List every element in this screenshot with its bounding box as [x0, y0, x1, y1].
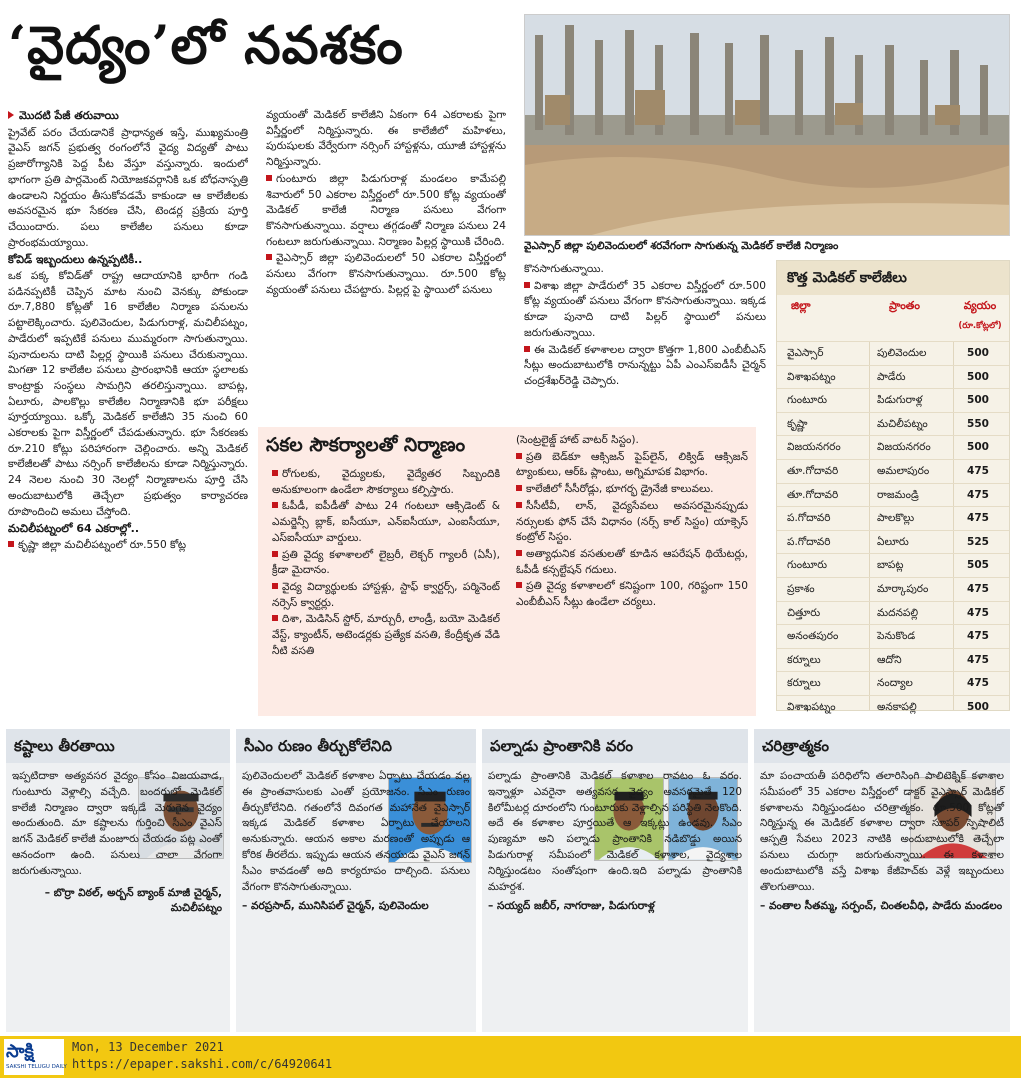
cell-cost: 505	[967, 559, 989, 572]
cell-place: పాడేరు	[877, 370, 906, 383]
quote-signature: – వంతాల సీతమ్మ, సర్పంచ్, చింతలవీధి, పాడేరు మండలం	[760, 900, 1003, 913]
quote-signature: – వరప్రసాద్, మునిసిపల్ చైర్మన్, పులివెందుల	[242, 900, 429, 913]
epaper-link[interactable]: https://epaper.sakshi.com/c/64920641	[72, 1057, 333, 1071]
cell-cost: 475	[967, 630, 989, 643]
table-row	[777, 435, 1009, 459]
quote-text: మా పంచాయతీ పరిధిలోని తలారిసింగి పాలిటెక్నిక్ కళాశాల సమీపంలో 35 ఎకరాల విస్తీర్ణంలో డాక్టర్ వైఎస్సార్ మెడికల్ కళాశాలను నిర్మిస్తుండటం చరిత్రాత్మకం. రూ.500 కోట్లతో నిర్మిస్తున్న ఈ మెడికల్ కళాశాల ద్వారా సూపర్ స్పెషాలిటీ ఆస్పత్రి సేవలు 2023 నాటికి అందుబాటులోకి తెచ్చేలా పనులు చురుగ్గా జరుగుతున్నాయి. ఈ కళాశాల అందుబాటులోకి వస్తే విశాఖ కేజీహెచ్‌కు వెళ్లే ఇబ్బందులు తొలగుతాయి.	[760, 770, 1004, 893]
quotes-section	[6, 729, 1010, 1032]
paragraph: ప్రైవేట్ పరం చేయడానికే ప్రాధాన్యత ఇస్తే, ముఖ్యమంత్రి వైఎస్ జగన్ ప్రభుత్వ రంగంలోనే వైద్య విద్యతో పాటు ప్రజారోగ్యానికి పెద్ద పీట వేస్తూ వస్తున్నారు. ఇందులో భాగంగా ప్రతి పార్లమెంట్ నియోజకవర్గానికి ఒక బోధనాస్పత్రి ఉండాలని నిర్ణయం తీసుకోవడమే కాకుండా ఆ కాలేజీలకు అవసరమైన భూ సేకరణ చేసి, టెండర్ల ప్రక్రియ పూర్తి చేయిందారు. పలు కాలేజీల పనులు కూడా ప్రారంభమయ్యాయి.	[8, 126, 248, 249]
cell-district: ప.గోదావరి	[787, 535, 831, 548]
cell-district: ప్రకాశం	[787, 582, 815, 595]
facility-item: ప్రతి బెడ్‌కూ ఆక్సిజన్ పైప్‌లైన్, లిక్విడ్ ఆక్సిజన్ ట్యాంకులు, ఆర్ఓ ప్లాంటు, అగ్నిమాపక విభాగం.	[516, 450, 748, 479]
quote-title: చరిత్రాత్మకం	[754, 729, 1010, 763]
quote-card	[236, 729, 476, 1032]
quote-body	[760, 769, 1004, 915]
quote-body	[12, 769, 222, 917]
cell-cost: 500	[967, 700, 989, 713]
footer-bar	[0, 1036, 1021, 1078]
red-square-bullet-icon	[266, 175, 272, 181]
red-square-bullet-icon	[524, 282, 530, 288]
cell-district: చిత్తూరు	[787, 606, 821, 619]
table-row	[777, 601, 1009, 625]
cell-cost: 475	[967, 512, 989, 525]
table-row	[777, 530, 1009, 554]
facility-item: రోగులకు, వైద్యులకు, వైద్యేతర సిబ్బందికి అనుకూలంగా ఉండేలా సౌకర్యాలు కల్పిస్తారు.	[272, 468, 500, 496]
facility-item: సీసీటీవీ, లాన్, వైద్యసేవలు అవసరమైనప్పుడు నర్సులకు ఫోన్ చేసే విధానం (నర్స్ కాల్ సిస్టం) యాక్సెస్ కంట్రోల్ సిస్టం.	[516, 499, 748, 544]
table-row	[777, 671, 1009, 695]
red-square-bullet-icon	[8, 541, 14, 547]
table-row	[777, 459, 1009, 483]
table-row	[777, 412, 1009, 436]
header-place: ప్రాంతం	[889, 299, 920, 312]
cell-place: మచిలీపట్నం	[877, 417, 928, 430]
continued-label: మొదటి పేజీ తరువాయి	[19, 109, 119, 122]
cell-place: రాజమండ్రి	[877, 488, 919, 501]
paragraph: ఒక పక్క కోవిడ్‌తో రాష్ట్ర ఆదాయానికి భారీగా గండి పడినప్పటికీ చెప్పిన మాట నుంచి వెనక్కు పోకుండా రూ.7,880 కోట్లతో 16 కాలేజీల నిర్మాణ పనులను పట్టాలెక్కించారు. పులివెందుల, పిడుగురాళ్ల, మచిలీపట్నం, పాడేరులో ఇప్పటికే పనులు ముమ్మరంగా సాగుతున్నాయి. పునాదులను దాటి పిల్లర్ల స్థాయికి పనులు చేరుకున్నాయి. మిగతా 12 కాలేజీల పనులు ప్రారంభానికి ఆయా స్థలాలకు కాంట్రాక్టు సంస్థలు సామగ్రిని తరలిస్తున్నాయి. బాపట్ల, ఏలూరు, పాలకొల్లు కాలేజీల నిర్మాణానికి భూ పరీక్షలు పూర్తయ్యాయి. ఒక్కో మెడికల్ కాలేజీని 35 నుంచి 60 ఎకరాలకు పైగా విస్తీర్ణంలో చేపడుతున్నారు. భూ సేకరణకు రూ.210 కోట్లు పరిహారంగా చెల్లించారు. అన్ని మెడికల్ కాలేజీలతో పాటు నర్సింగ్ కాలేజీలను కూడా నిర్మిస్తున్నారు. 24 నెలల నుంచి 30 నెలల్లో నిర్మాణాలను పూర్తి చేసి అందుబాటులోకి తెచ్చేలా ప్రభుత్వం కార్యాచరణ రూపొందించి అమలు చేస్తోంది.	[8, 270, 248, 518]
table-row	[777, 506, 1009, 530]
facility-item: ప్రతి వైద్య కళాశాలలో కనిష్టంగా 100, గరిష్టంగా 150 ఎంబీబీఎస్ సీట్లు ఉండేలా చర్యలు.	[516, 580, 748, 609]
red-square-bullet-icon	[272, 470, 278, 476]
cell-cost: 500	[967, 347, 989, 359]
cell-place: ఏలూరు	[877, 535, 909, 548]
quote-card	[6, 729, 230, 1032]
cell-cost: 475	[967, 464, 989, 477]
header-cost-unit: (రూ.కోట్లలో)	[958, 321, 1002, 331]
cell-cost: 550	[967, 417, 989, 430]
quote-title: సీఎం రుణం తీర్చుకోలేనిది	[236, 729, 476, 763]
header-cost	[957, 299, 1003, 333]
table-row	[777, 483, 1009, 507]
subheading: కోవిడ్ ఇబ్బందులు ఉన్నప్పటికీ..	[8, 253, 143, 267]
red-square-bullet-icon	[272, 615, 278, 621]
subheading: మచిలీపట్నంలో 64 ఎకరాల్లో..	[8, 522, 140, 536]
cell-district: విశాఖపట్నం	[787, 370, 836, 383]
cell-cost: 475	[967, 606, 989, 619]
cell-place: అనకాపల్లి	[877, 700, 917, 713]
article-column-1	[8, 108, 248, 714]
construction-photo	[524, 14, 1010, 236]
table-row	[777, 388, 1009, 412]
facility-item: కాలేజీలో సీసీరోడ్లు, భూగర్భ డ్రైనేజీ కాలువలు.	[526, 483, 714, 496]
table-row	[777, 624, 1009, 648]
sakshi-logo[interactable]	[4, 1039, 67, 1075]
cell-district: అనంతపురం	[787, 630, 839, 643]
paragraph: కొనసాగుతున్నాయి.	[524, 263, 604, 275]
cell-district: విజయనగరం	[787, 441, 841, 454]
cell-cost: 475	[967, 653, 989, 666]
continue-arrow-icon	[8, 111, 14, 119]
cell-district: తూ.గోదావరి	[787, 488, 839, 501]
red-square-bullet-icon	[272, 583, 278, 589]
quote-body	[242, 769, 470, 915]
logo-subtext: SAKSHI TELUGU DAILY	[6, 1064, 67, 1070]
header-cost-label: వ్యయం	[963, 299, 997, 312]
cell-district: విశాఖపట్నం	[787, 700, 836, 713]
cell-cost: 475	[967, 582, 989, 595]
red-square-bullet-icon	[516, 582, 522, 588]
red-square-bullet-icon	[266, 254, 272, 260]
quote-title: పల్నాడు ప్రాంతానికి వరం	[482, 729, 748, 763]
new-medical-colleges-table	[776, 260, 1010, 711]
paragraph: కృష్ణా జిల్లా మచిలీపట్నంలో రూ.550 కోట్ల	[18, 538, 187, 551]
quote-title: కష్టాలు తీరతాయి	[6, 729, 230, 763]
cell-district: తూ.గోదావరి	[787, 464, 839, 477]
facility-item: ప్రతి వైద్య కళాశాలలో లైబ్రరీ, లెక్చర్ గ్యాలరీ (ఏసీ), క్రీడా మైదానం.	[272, 548, 500, 577]
cell-place: ఆదోని	[877, 653, 902, 666]
cell-place: పిడుగురాళ్ల	[877, 394, 923, 407]
cell-place: మార్కాపురం	[877, 582, 929, 595]
facilities-right-list	[516, 433, 748, 712]
table-row	[777, 365, 1009, 389]
table-row	[777, 341, 1009, 365]
photo-caption: వైఎస్సార్ జిల్లా పులివెందులలో శరవేగంగా సాగుతున్న మెడికల్ కాలేజీ నిర్మాణం	[524, 240, 839, 252]
cell-cost: 525	[967, 535, 989, 548]
cell-place: అమలాపురం	[877, 464, 930, 477]
cell-place: పులివెందుల	[877, 347, 927, 359]
cell-place: బాపట్ల	[877, 559, 904, 572]
cell-district: కర్నూలు	[787, 653, 821, 666]
red-square-bullet-icon	[516, 502, 522, 508]
table-body	[777, 341, 1009, 719]
edition-date: Mon, 13 December 2021	[72, 1040, 224, 1054]
headline: ‘వైద్యం’లో నవశకం	[8, 15, 404, 76]
paragraph: గుంటూరు జిల్లా పిడుగురాళ్ల మండలం కామేపల్లి శివారులో 50 ఎకరాల విస్తీర్ణంలో రూ.500 కోట్ల వ్యయంతో మెడికల్ కాలేజీ నిర్మాణ పనులు వేగంగా కొనసాగుతున్నాయి. వర్షాలు తగ్గడంతో నిర్మాణ పనులు 24 గంటలూ జరుగుతున్నాయి. నిర్మాణం పిల్లర్ల స్థాయికి చేరింది.	[266, 172, 506, 248]
table-header	[777, 295, 1009, 341]
article-column-3	[524, 262, 766, 424]
quote-signature: – బొర్రా విఠల్, అర్బన్ బ్యాంక్ మాజీ చైర్మన్, మచిలీపట్నం	[44, 886, 222, 915]
cell-place: మదనపల్లి	[877, 606, 919, 619]
quote-text: ఇప్పటిదాకా అత్యవసర వైద్యం కోసం విజయవాడ, గుంటూరు వెళ్లాల్సి వచ్చేది. బందరులో మెడికల్ కాలేజీ నిర్మాణం ద్వారా ఇక్కడే మెరుగైన వైద్యం అందుతుంది. మా కష్టాలను గుర్తించి సీఎం వైఎస్ జగన్ మెడికల్ కాలేజీ మంజూరు చేయడం పట్ల ఎంతో ఆనందంగా ఉంది. పనులు చాలా వేగంగా జరుగుతున్నాయి.	[12, 770, 222, 877]
article-column-2	[266, 108, 506, 424]
paragraph: వ్యయంతో మెడికల్ కాలేజీని ఏకంగా 64 ఎకరాలకు పైగా విస్తీర్ణంలో నిర్మిస్తున్నారు. ఈ కాలేజీలో మహిళలు, పురుషులకు వేర్వేరుగా నర్సింగ్ హాస్టళ్లను, యూజీ హాస్టళ్లను నిర్మిస్తున్నారు.	[266, 109, 506, 169]
cell-district: ప.గోదావరి	[787, 512, 831, 525]
paragraph: వైఎస్సార్ జిల్లా పులివెందులలో 50 ఎకరాల విస్తీర్ణంలో పనులు వేగంగా కొనసాగుతున్నాయి. రూ.500 కోట్ల వ్యయంతో పనులు చేపట్టారు. పిల్లర్ల పై స్థాయిలో పనులు	[266, 252, 506, 296]
red-square-bullet-icon	[524, 346, 530, 352]
facility-item: (సెంట్రలైజ్డ్ హాట్ వాటర్ సిస్టం).	[516, 434, 639, 446]
quote-body	[488, 769, 742, 915]
cell-cost: 500	[967, 441, 989, 454]
cell-cost: 475	[967, 488, 989, 501]
red-square-bullet-icon	[516, 485, 522, 491]
facility-item: అత్యాధునిక వసతులతో కూడిన ఆపరేషన్ థియేటర్లు, ఓపీడీ కన్సల్టేషన్ గదులు.	[516, 547, 748, 576]
cell-place: పెనుకొండ	[877, 630, 916, 643]
quote-signature: – సయ్యద్ జబీర్, నాగరాజు, పిడుగురాళ్ల	[488, 900, 655, 913]
cell-district: గుంటూరు	[787, 394, 828, 407]
cell-district: వైఎస్సార్	[787, 347, 824, 359]
red-square-bullet-icon	[516, 550, 522, 556]
red-square-bullet-icon	[272, 551, 278, 557]
quote-card	[482, 729, 748, 1032]
cell-place: నంద్యాల	[877, 677, 913, 690]
facility-item: వైద్య విద్యార్థులకు హాస్టళ్లు, స్టాఫ్ క్వార్టర్స్, పర్మినెంట్ నర్సెస్ క్వార్టర్లు.	[272, 580, 500, 609]
paragraph: విశాఖ జిల్లా పాడేరులో 35 ఎకరాల విస్తీర్ణంలో రూ.500 కోట్ల వ్యయంతో పనులు వేగంగా కొనసాగుతున్నాయి. ఇక్కడ కూడా పునాది దాటి పిల్లర్ స్థాయిలో పనులు జరుగుతున్నాయి.	[524, 279, 766, 339]
cell-district: కర్నూలు	[787, 677, 821, 690]
quote-text: పల్నాడు ప్రాంతానికి మెడికల్ కళాశాల రావటం ఓ వరం. ఇన్నాళ్లూ ఎవరైనా అత్యవసర వైద్యం అవసరమైతే 120 కిలోమీటర్ల దూరంలోని గుంటూరుకు వెళ్లాల్సిన పరిస్థితి నెలకొంది. అదే ఈ కళాశాల పూర్తయితే ఆ ఇక్కట్లు ఉండవు. సీఎం పుణ్యమా అని పల్నాడు ప్రాంతానికి నడిబొడ్డు అయిన పిడుగురాళ్ల సమీపంలో మెడికల్ కళాశాల, వైద్యశాల నిర్మిస్తుండటం సంతోషంగా ఉంది.ఇది పల్నాడు ప్రాంతానికి మహర్దశ.	[488, 770, 742, 893]
red-square-bullet-icon	[272, 502, 278, 508]
construction-site-image	[525, 15, 1010, 236]
logo-text: సాక్షి	[6, 1041, 34, 1062]
cell-place: పాలకొల్లు	[877, 512, 915, 525]
table-row	[777, 577, 1009, 601]
quote-card	[754, 729, 1010, 1032]
cell-place: విజయనగరం	[877, 441, 931, 454]
cell-cost: 475	[967, 677, 989, 690]
facility-item: దిశా, మెడిసిన్ స్టోర్, మార్చురీ, లాండ్రీ, బయో మెడికల్ వేస్ట్, క్యాంటీన్, అటెండర్లకు ప్రత్యేక వసతి, కేంద్రీకృత వేడి నీటి వసతి	[272, 613, 500, 657]
paragraph: ఈ మెడికల్ కళాశాలల ద్వారా కొత్తగా 1,800 ఎంబీబీఎస్ సీట్లు అందుబాటులోకి రానున్నట్టు ఏపీ ఎంఎస్ఐడీసీ చైర్మన్ చంద్రశేఖర్‌రెడ్డి చెప్పారు.	[524, 343, 766, 387]
cell-cost: 500	[967, 370, 989, 383]
table-row	[777, 695, 1009, 719]
quote-text: పులివెందులలో మెడికల్ కళాశాల ఏర్పాటు చేయడం వల్ల ఈ ప్రాంతవాసులకు ఎంతో ప్రయోజనం. సీఎం రుణం తీర్చుకోలేనిది. గతంలోనే దివంగత మహానేత వైఎస్సార్ ఇక్కడ మెడికల్ కళాశాల ఏర్పాటు చేయాలని అనుకున్నారు. ఆయన అకాల మరణంతో అప్పుడు ఆ కోరిక తీరలేదు. ఇప్పుడు ఆయన తనయుడు వైఎస్ జగన్ సీఎం కావడంతో అది కార్యరూపం దాల్చింది. పనులు వేగంగా కొనసాగుతున్నాయి.	[242, 770, 470, 893]
cell-cost: 500	[967, 394, 989, 407]
facility-item: ఓపీడీ, ఐపీడీతో పాటు 24 గంటలూ ఆక్సిడెంట్ & ఎమర్జెన్సీ బ్లాక్, ఐసీయూ, ఎన్ఐసీయూ, ఎంఐసీయూ, ఎస్ఐసీయూ వార్డులు.	[272, 500, 500, 544]
table-title: కొత్త మెడికల్ కాలేజీలు	[777, 261, 1009, 295]
facilities-box	[258, 427, 756, 716]
table-row	[777, 648, 1009, 672]
red-square-bullet-icon	[516, 453, 522, 459]
cell-district: గుంటూరు	[787, 559, 828, 572]
facilities-title: సకల సౌకర్యాలతో నిర్మాణం	[266, 434, 466, 456]
cell-district: కృష్ణా	[787, 417, 808, 430]
facilities-left-list	[272, 467, 500, 712]
header-district: జిల్లా	[791, 299, 811, 312]
table-row	[777, 553, 1009, 577]
